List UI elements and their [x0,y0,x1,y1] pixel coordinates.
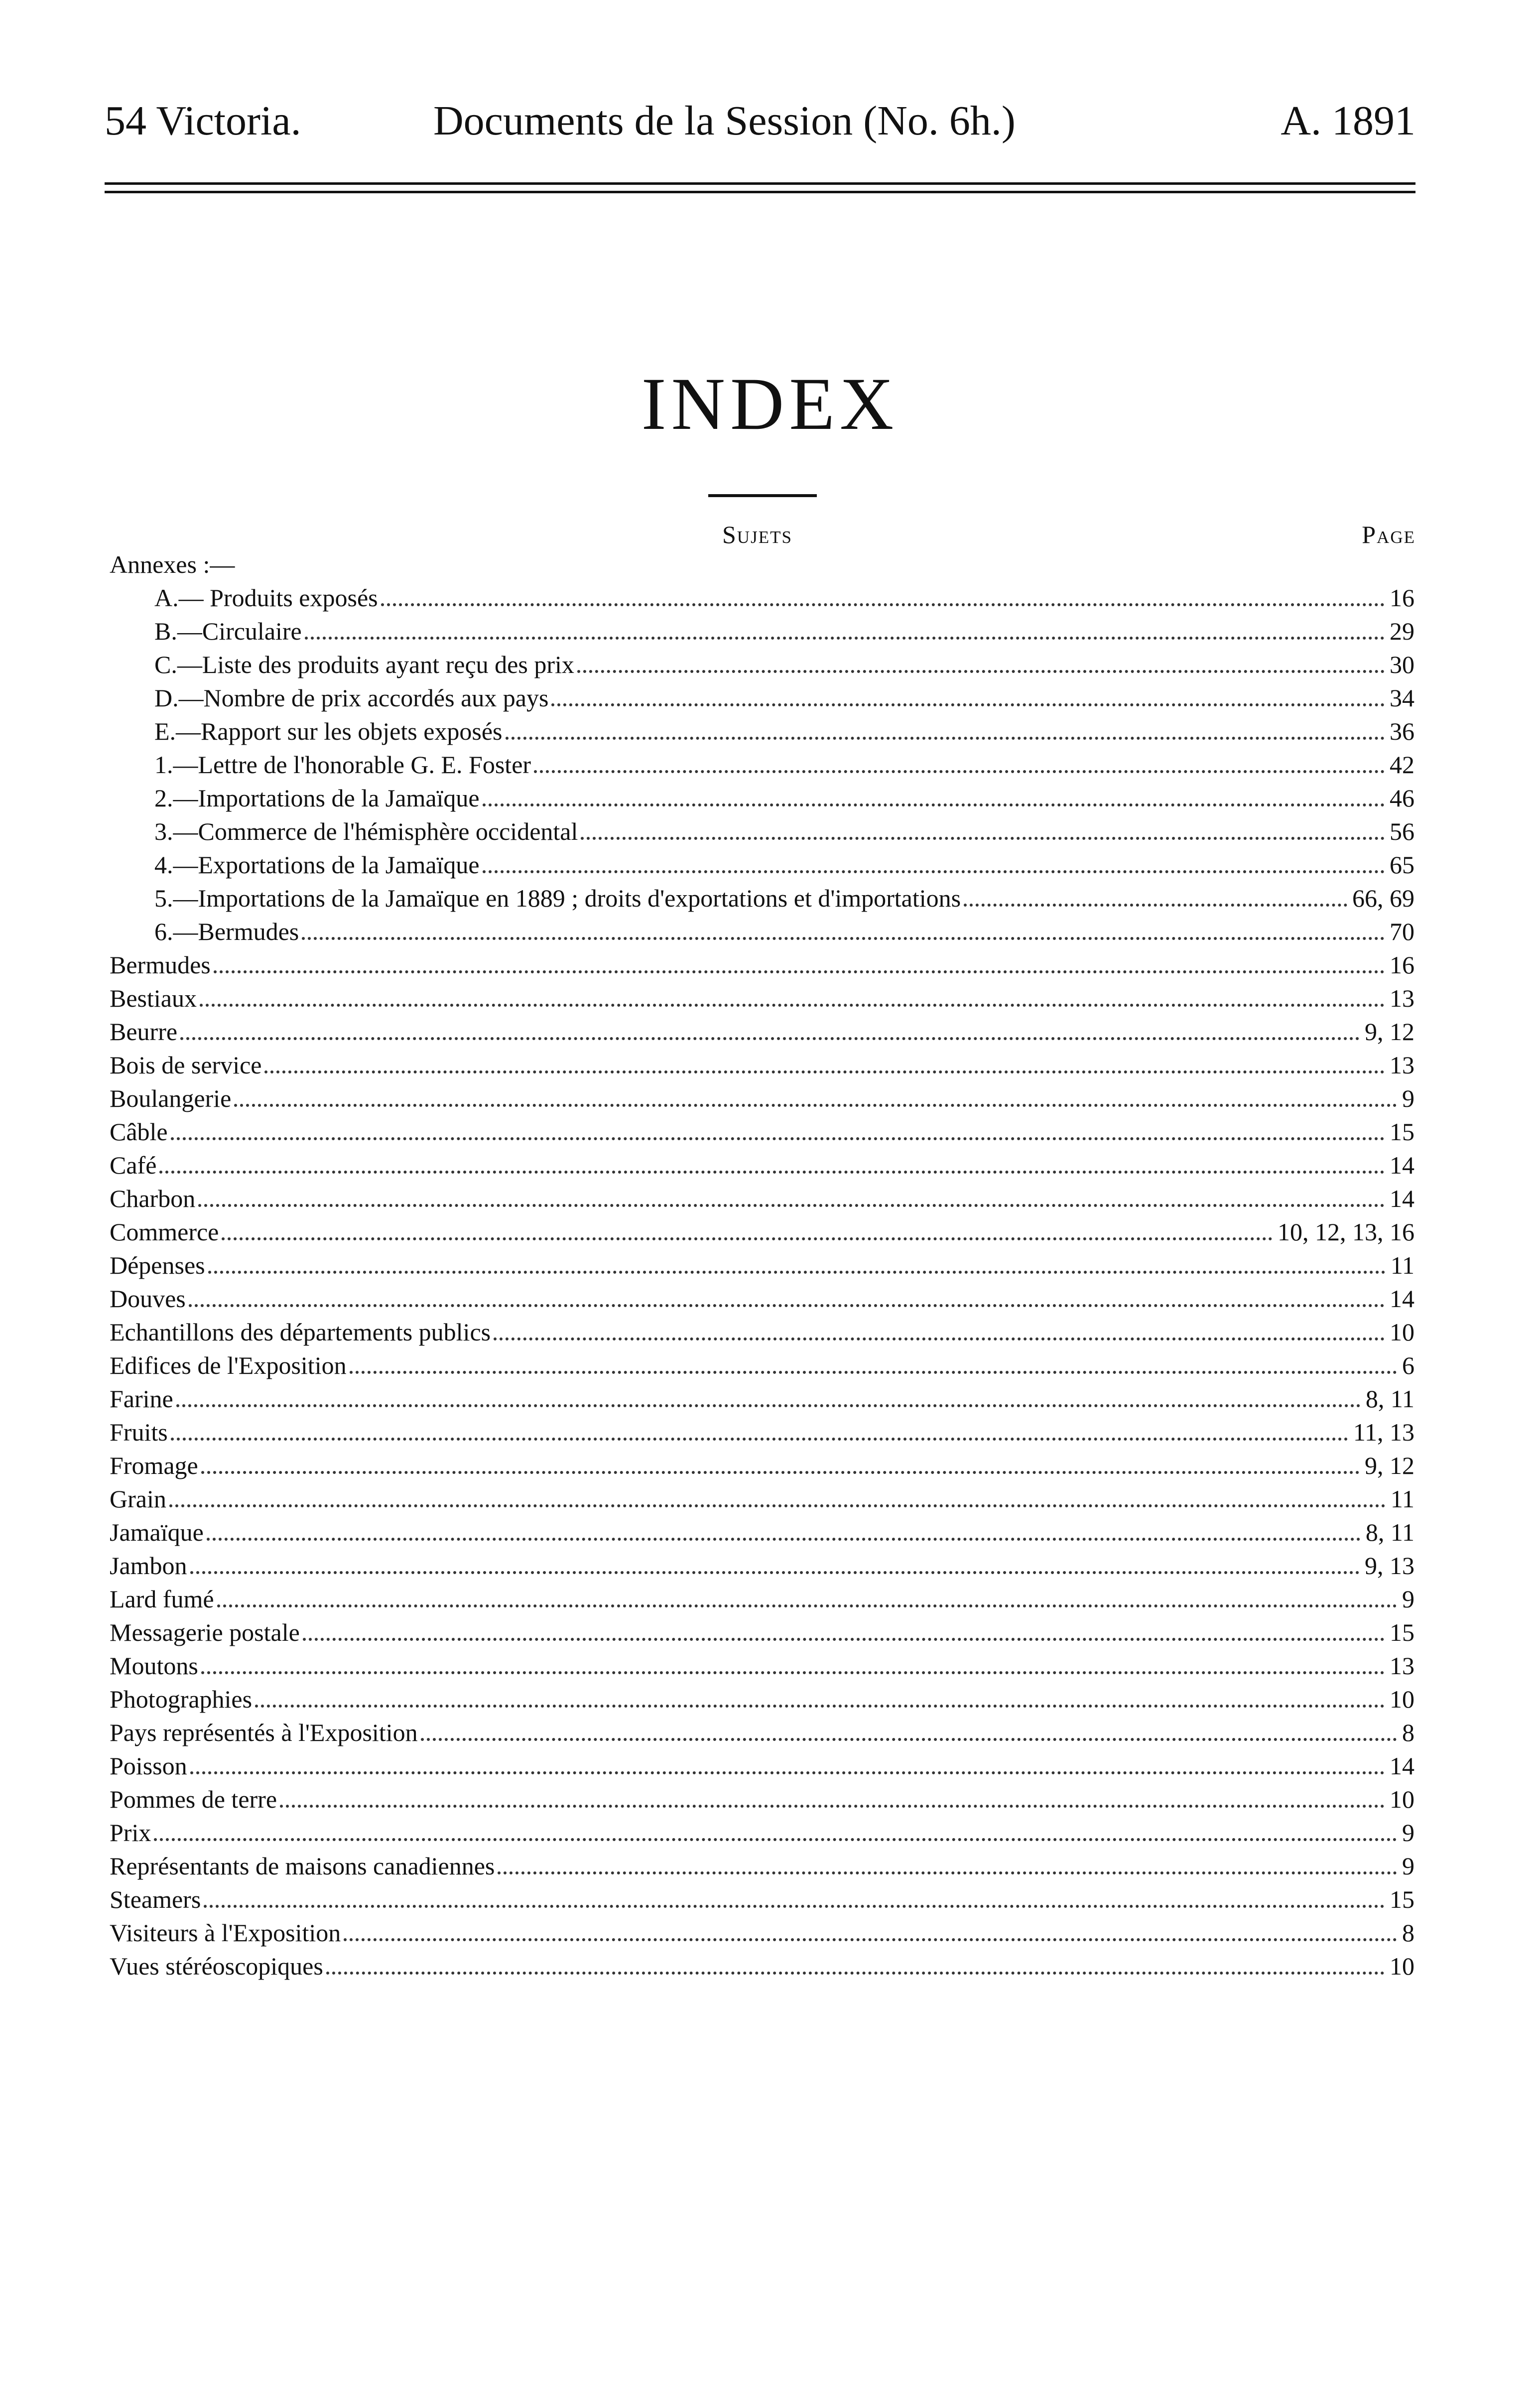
entry-page-number: 30 [1390,651,1414,678]
index-entry [110,1316,1414,1349]
dot-leader [189,1304,1385,1307]
entry-page-number: 9, 13 [1365,1552,1414,1580]
index-entry [110,1716,1414,1749]
entry-page-number: 14 [1390,1285,1414,1313]
entry-label: Moutons [110,1652,198,1680]
title-rule [708,494,817,497]
entry-page-number: 16 [1390,584,1414,612]
entry-label: E.—Rapport sur les objets exposés [154,717,503,745]
index-entry [110,1349,1414,1382]
index-subentry [110,715,1414,748]
entry-page-number: 14 [1390,1752,1414,1780]
index-entry [110,1516,1414,1549]
dot-leader [534,770,1385,773]
index-entry [110,1482,1414,1516]
index-entry [110,1249,1414,1282]
index-entry [110,548,1414,581]
entry-label: 2.—Importations de la Jamaïque [154,784,480,812]
entry-label: Fruits [110,1418,168,1446]
index-subentry [110,648,1414,681]
dot-leader [234,1104,1397,1107]
entry-label: Visiteurs à l'Exposition [110,1919,341,1947]
header-double-rule [105,182,1415,193]
dot-leader [506,737,1385,740]
entry-page-number: 13 [1390,984,1414,1012]
column-heading-page: Page [1362,521,1415,548]
dot-leader [222,1237,1273,1240]
header-session-year: 54 Victoria. [105,98,301,144]
entry-label: Messagerie postale [110,1618,300,1646]
index-subentry [110,815,1414,848]
dot-leader [498,1871,1397,1874]
entry-label: Bermudes [110,951,211,979]
dot-leader [207,1538,1361,1541]
index-entry [110,1282,1414,1316]
entry-label: 5.—Importations de la Jamaïque en 1889 ; droits d'exportations et d'importations [154,884,961,912]
entry-label: Edifices de l'Exposition [110,1351,347,1379]
dot-leader [381,603,1385,606]
dot-leader [350,1371,1397,1374]
entry-page-number: 13 [1390,1051,1414,1079]
index-subentry [110,782,1414,815]
entry-page-number: 13 [1390,1652,1414,1680]
entry-label: Pommes de terre [110,1785,277,1813]
entry-page-number: 9 [1402,1585,1414,1613]
entry-label: Boulangerie [110,1084,232,1112]
entry-page-number: 34 [1390,684,1414,712]
dot-leader [159,1171,1385,1174]
entry-page-number: 15 [1390,1885,1414,1913]
entry-page-number: 8, 11 [1365,1385,1414,1413]
entry-label: Dépenses [110,1251,205,1279]
entry-label: Jamaïque [110,1518,204,1546]
dot-leader [201,1471,1360,1474]
entry-page-number: 15 [1390,1118,1414,1146]
dot-leader [581,837,1385,840]
dot-leader [326,1972,1385,1975]
dot-leader [198,1204,1385,1207]
index-entry [110,982,1414,1015]
entry-page-number: 16 [1390,951,1414,979]
entry-page-number: 36 [1390,717,1414,745]
header-year: A. 1891 [1281,98,1415,144]
entry-label: 4.—Exportations de la Jamaïque [154,851,480,879]
entry-label: Pays représentés à l'Exposition [110,1719,418,1746]
entry-label: Steamers [110,1885,201,1913]
entry-label: 1.—Lettre de l'honorable G. E. Foster [154,751,531,779]
column-heading-sujets: Sujets [722,521,792,548]
entry-page-number: 8 [1402,1719,1414,1746]
index-entry [110,1683,1414,1716]
index-entry [110,1382,1414,1416]
entry-page-number: 6 [1402,1351,1414,1379]
dot-leader [303,1638,1385,1641]
dot-leader [169,1504,1386,1507]
entry-label: Poisson [110,1752,187,1780]
entry-page-number: 42 [1390,751,1414,779]
entry-page-number: 11 [1390,1485,1414,1513]
entry-page-number: 65 [1390,851,1414,879]
dot-leader [190,1771,1385,1774]
dot-leader [421,1738,1397,1741]
entry-page-number: 9 [1402,1084,1414,1112]
entry-page-number: 8, 11 [1365,1518,1414,1546]
entry-label: Prix [110,1819,151,1847]
index-entry [110,1583,1414,1616]
entry-label: A.— Produits exposés [154,584,378,612]
dot-leader [344,1938,1397,1941]
entry-page-number: 10, 12, 13, 16 [1278,1218,1414,1246]
entry-label: Douves [110,1285,186,1313]
entry-label: Commerce [110,1218,219,1246]
dot-leader [200,1004,1385,1007]
dot-leader [551,703,1385,706]
index-entry [110,1749,1414,1783]
index-entry [110,1082,1414,1115]
entry-label: Bestiaux [110,984,197,1012]
index-subentry [110,882,1414,915]
entry-page-number: 9 [1402,1852,1414,1880]
entry-page-number: 11 [1390,1251,1414,1279]
index-subentry [110,681,1414,715]
dot-leader [171,1438,1348,1441]
dot-leader [964,904,1347,907]
index-entry [110,1215,1414,1249]
entry-page-number: 9 [1402,1819,1414,1847]
page-title: INDEX [641,362,899,445]
dot-leader [217,1604,1397,1607]
index-entry [110,1850,1414,1883]
entry-label: Charbon [110,1185,196,1212]
entry-page-number: 15 [1390,1618,1414,1646]
entry-page-number: 29 [1390,617,1414,645]
entry-page-number: 9, 12 [1365,1018,1414,1046]
index-entry [110,1783,1414,1816]
entry-label: Café [110,1151,157,1179]
index-entry [110,948,1414,982]
dot-leader [204,1905,1385,1908]
index-subentry [110,581,1414,615]
entry-label: Photographies [110,1685,253,1713]
dot-leader [201,1671,1385,1674]
index-entry [110,1416,1414,1449]
dot-leader [483,870,1385,873]
dot-leader [190,1571,1360,1574]
index-entry [110,1916,1414,1950]
index-entry [110,1015,1414,1049]
index-entry [110,1449,1414,1482]
dot-leader [180,1037,1360,1040]
entry-label: Représentants de maisons canadiennes [110,1852,495,1880]
index-entry [110,1115,1414,1149]
entry-label: 3.—Commerce de l'hémisphère occidental [154,817,578,845]
dot-leader [208,1271,1386,1274]
entry-label: Beurre [110,1018,178,1046]
entry-label: Annexes :— [110,550,235,578]
entry-page-number: 10 [1390,1952,1414,1980]
entry-page-number: 70 [1390,918,1414,945]
index-entry [110,1616,1414,1649]
index-entry [110,1182,1414,1215]
entry-page-number: 46 [1390,784,1414,812]
index-entry [110,1149,1414,1182]
entry-label: Câble [110,1118,168,1146]
entry-page-number: 56 [1390,817,1414,845]
dot-leader [154,1838,1397,1841]
entry-label: Bois de service [110,1051,262,1079]
entry-label: Grain [110,1485,166,1513]
index-subentry [110,748,1414,782]
entry-page-number: 14 [1390,1151,1414,1179]
entry-label: Farine [110,1385,173,1413]
index-subentry [110,848,1414,882]
dot-leader [577,670,1385,673]
index-entry [110,1549,1414,1583]
index-list [110,548,1414,1983]
dot-leader [305,637,1385,640]
index-entry [110,1649,1414,1683]
entry-label: C.—Liste des produits ayant reçu des prix [154,651,574,678]
entry-page-number: 11, 13 [1353,1418,1414,1446]
header-document-title: Documents de la Session (No. 6h.) [433,98,1016,144]
dot-leader [280,1805,1385,1808]
dot-leader [302,937,1385,940]
dot-leader [264,1070,1385,1073]
index-subentry [110,615,1414,648]
entry-label: Jambon [110,1552,187,1580]
dot-leader [483,803,1385,806]
entry-page-number: 14 [1390,1185,1414,1212]
dot-leader [494,1337,1385,1340]
dot-leader [176,1404,1361,1407]
entry-page-number: 10 [1390,1318,1414,1346]
index-subentry [110,915,1414,948]
entry-label: Echantillons des départements publics [110,1318,491,1346]
entry-page-number: 10 [1390,1785,1414,1813]
entry-label: B.—Circulaire [154,617,302,645]
entry-label: Fromage [110,1452,198,1479]
entry-label: D.—Nombre de prix accordés aux pays [154,684,549,712]
entry-page-number: 10 [1390,1685,1414,1713]
dot-leader [255,1705,1385,1708]
entry-label: Vues stéréoscopiques [110,1952,323,1980]
running-header [105,89,1415,153]
entry-page-number: 8 [1402,1919,1414,1947]
entry-label: Lard fumé [110,1585,214,1613]
index-entry [110,1816,1414,1850]
index-entry [110,1883,1414,1916]
dot-leader [171,1137,1385,1140]
index-entry [110,1049,1414,1082]
dot-leader [214,970,1385,973]
entry-page-number: 9, 12 [1365,1452,1414,1479]
entry-label: 6.—Bermudes [154,918,299,945]
index-entry [110,1950,1414,1983]
entry-page-number: 66, 69 [1352,884,1414,912]
